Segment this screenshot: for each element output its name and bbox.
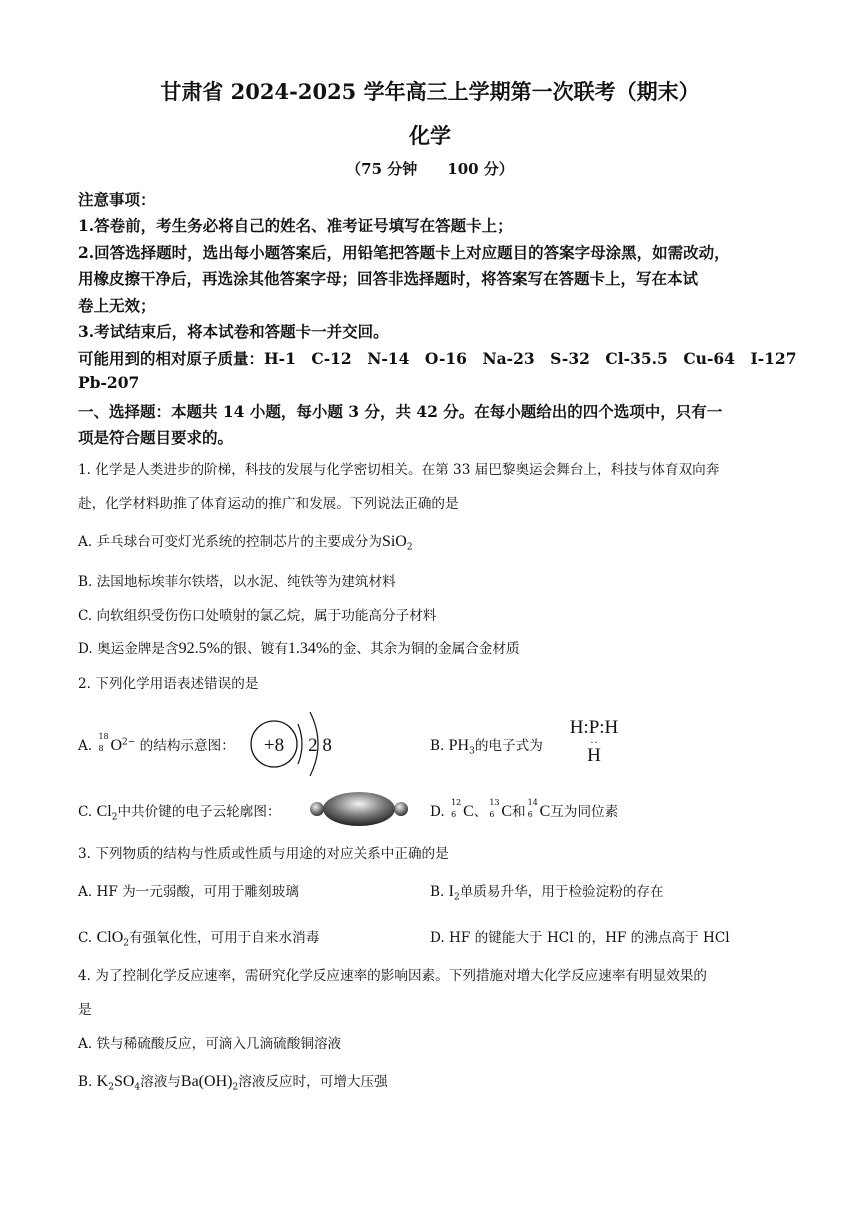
mass-number: 18 (98, 732, 109, 741)
carbon-12-nuclide (449, 798, 463, 820)
q2-option-b-text: 的电子式为 (474, 738, 543, 754)
q2-option-a-nuclide (96, 732, 110, 754)
q2-option-a-label: A. (78, 738, 93, 754)
section-1-heading-line-2: 项是符合题目要求的。 (78, 428, 234, 447)
mass-number: 12 (451, 798, 462, 807)
q4-option-b-formula-2: SO (113, 1073, 135, 1090)
q3-option-c-formula: ClO (96, 929, 124, 946)
atomic-number: 8 (98, 744, 104, 753)
subscript: 4 (134, 1082, 141, 1093)
carbon-14-nuclide (526, 798, 540, 820)
separator: 、 (473, 804, 488, 820)
q3-option-b-label: B. (430, 884, 445, 900)
ph3-bottom-row: H (587, 745, 601, 766)
element-symbol: C (501, 803, 513, 820)
shell-electron-counts: 2 8 (308, 735, 332, 756)
q1-option-d-text-2: 的银、镀有 (219, 641, 288, 657)
q3-option-c-label: C. (78, 930, 93, 946)
cl-atom-right (394, 802, 408, 816)
element-symbol: C (463, 803, 474, 820)
notice-item-2-line-3: 卷上无效； (78, 296, 156, 315)
q1-option-d-value-1: 92.5% (178, 640, 220, 657)
q4-option-b-text-2: 溶液反应时，可增大压强 (238, 1074, 388, 1090)
atomic-mass-line-2: Pb-207 (78, 373, 140, 392)
q2-option-d-label: D. (430, 804, 445, 820)
q1-option-a-subscript: 2 (406, 542, 413, 553)
q2-option-c-label: C. (78, 804, 93, 820)
atomic-number: 6 (489, 810, 495, 819)
exam-duration: （75 分钟 100 分） (346, 160, 514, 178)
q2-option-d (430, 800, 770, 821)
q3-stem: 3. 下列物质的结构与性质或性质与用途的对应关系中正确的是 (78, 846, 449, 862)
element-symbol: C (539, 803, 551, 820)
q1-option-b: B. 法国地标埃菲尔铁塔，以水泥、纯铁等为建筑材料 (78, 574, 396, 590)
q1-stem-line-2: 赴，化学材料助推了体育运动的推广和发展。下列说法正确的是 (78, 496, 459, 512)
q1-option-d (78, 637, 788, 658)
subscript: 2 (108, 1082, 114, 1093)
mass-number: 13 (489, 798, 500, 807)
ion-charge: 2− (122, 737, 136, 748)
notice-item-3: 3.考试结束后，将本试卷和答题卡一并交回。 (78, 322, 389, 341)
nucleus-charge: +8 (263, 735, 285, 756)
atomic-number: 6 (451, 810, 457, 819)
subject-title: 化学 (409, 123, 451, 148)
q2-stem: 2. 下列化学用语表述错误的是 (78, 676, 259, 692)
q2-option-a-text: 的结构示意图： (139, 738, 235, 754)
q4-stem-line-2: 是 (78, 1002, 92, 1018)
bond-electron-cloud (323, 792, 395, 826)
q1-stem-line-1: 1. 化学是人类进步的阶梯，科技的发展与化学密切相关。在第 33 届巴黎奥运会舞台上，科技与体育双向奔 (78, 462, 720, 478)
q3-option-b (430, 880, 770, 903)
q2-option-a (78, 734, 408, 755)
q1-option-a-text: A. 乒乓球台可变灯光系统的控制芯片的主要成分为 (78, 534, 382, 550)
q3-option-b-formula: I (448, 883, 454, 900)
element-symbol: O (110, 737, 123, 754)
exam-title: 甘肃省 2024-2025 学年高三上学期第一次联考（期末） (160, 79, 700, 104)
ph3-lone-pair: ·· (590, 735, 598, 749)
q3-option-c-subscript: 2 (123, 938, 129, 949)
electron-cloud-diagram (308, 790, 410, 828)
notice-item-2-line-2: 用橡皮擦干净后，再选涂其他答案字母；回答非选择题时，将答案写在答题卡上，写在本试 (78, 269, 699, 288)
q2-option-b-subscript: 3 (469, 746, 475, 757)
notice-heading: 注意事项： (78, 190, 156, 209)
q3-option-c-text: 有强氧化性，可用于自来水消毒 (128, 930, 320, 946)
q2-option-c-formula: Cl (96, 803, 112, 820)
q2-option-c-subscript: 2 (111, 812, 118, 823)
q3-option-a: A. HF 为一元弱酸，可用于雕刻玻璃 (78, 884, 299, 900)
q2-option-b-label: B. (430, 738, 445, 754)
q3-option-d: D. HF 的键能大于 HCl 的，HF 的沸点高于 HCl (430, 930, 730, 946)
mass-number: 14 (527, 798, 538, 807)
electron-shell-1 (298, 724, 302, 764)
q4-option-b-label: B. (78, 1074, 93, 1090)
q4-option-b-text-1: 溶液与 (140, 1074, 181, 1090)
cl-atom-left (310, 802, 324, 816)
q4-option-b-formula-1: K (96, 1073, 109, 1090)
separator: 和 (512, 804, 526, 820)
q1-option-d-value-2: 1.34% (287, 640, 330, 657)
atomic-mass-line-1: 可能用到的相对原子质量：H-1 C-12 N-14 O-16 Na-23 S-32 Cl-35.5 Cu-64 I-127 (78, 349, 797, 368)
q3-option-b-subscript: 2 (453, 892, 460, 903)
q4-option-a: A. 铁与稀硫酸反应，可滴入几滴硫酸铜溶液 (78, 1036, 342, 1052)
q1-option-d-text-1: D. 奥运金牌是含 (78, 641, 179, 657)
ph3-electron-formula (561, 718, 627, 766)
q1-option-a-formula: SiO (381, 533, 407, 550)
carbon-13-nuclide (487, 798, 501, 820)
notice-item-1: 1.答卷前，考生务必将自己的姓名、准考证号填写在答题卡上； (78, 216, 513, 235)
q2-option-c-text: 中共价键的电子云轮廓图： (117, 804, 281, 820)
q3-option-c (78, 926, 408, 949)
q4-option-b (78, 1070, 788, 1093)
q2-option-d-text: 互为同位素 (550, 804, 619, 820)
q1-option-a (78, 530, 788, 553)
atomic-number: 6 (527, 810, 533, 819)
notice-item-2-line-1: 2.回答选择题时，选出每小题答案后，用铅笔把答题卡上对应题目的答案字母涂黑，如需改动， (78, 243, 730, 262)
q2-option-b (430, 734, 543, 757)
q4-stem-line-1: 4. 为了控制化学反应速率，需研究化学反应速率的影响因素。下列措施对增大化学反应速率有明显效果的 (78, 968, 708, 984)
subscript: 2 (232, 1082, 239, 1093)
q3-option-b-text: 单质易升华，用于检验淀粉的存在 (459, 884, 664, 900)
q4-option-b-formula-3: Ba(OH) (180, 1073, 233, 1090)
q2-option-b-formula: PH (448, 737, 470, 754)
ph3-top-row: H:P:H (569, 717, 619, 738)
q1-option-d-text-3: 的金、其余为铜的金属合金材质 (329, 641, 520, 657)
q1-option-c: C. 向软组织受伤伤口处喷射的氯乙烷，属于功能高分子材料 (78, 608, 437, 624)
section-1-heading-line-1: 一、选择题：本题共 14 小题，每小题 3 分，共 42 分。在每小题给出的四个选项中，只有一 (78, 402, 723, 421)
oxide-ion-structure-diagram (244, 704, 344, 784)
